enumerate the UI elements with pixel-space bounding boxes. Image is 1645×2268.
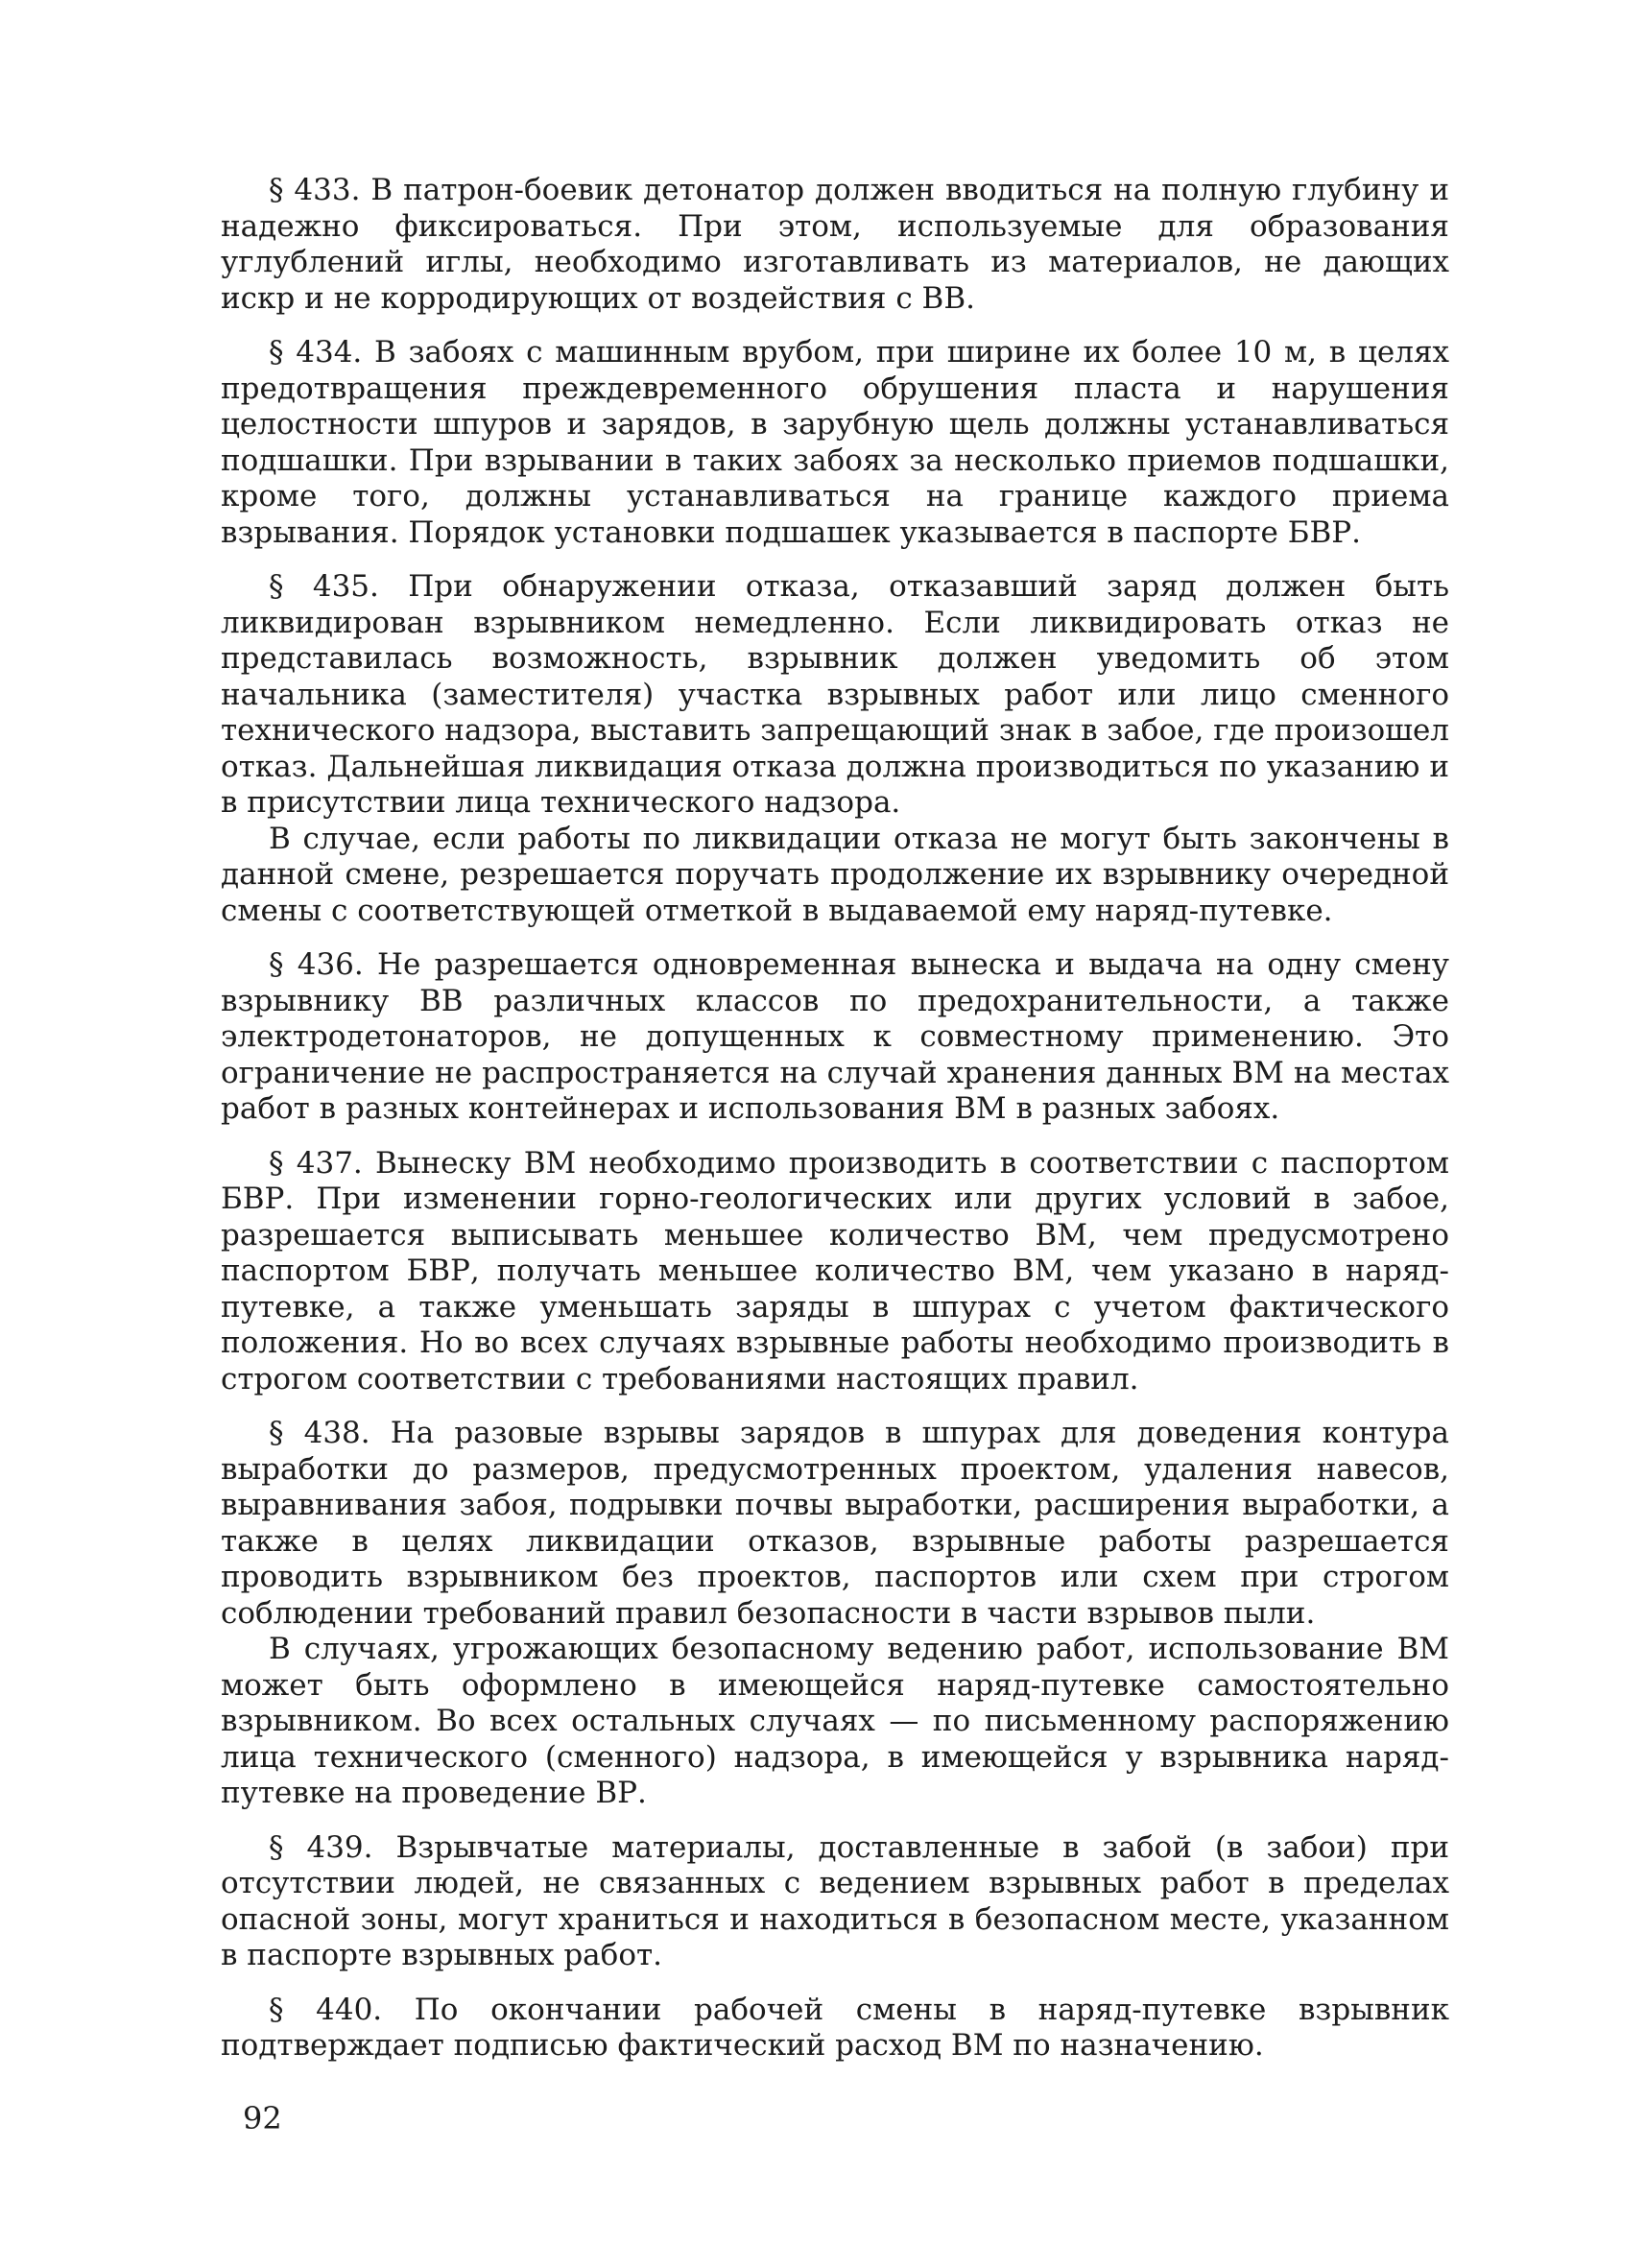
- paragraph-439: § 439. Взрывчатые материалы, доставленные в забой (в забои) при отсутствии людей, не связанных с ведением взрывных работ в пределах опасной зоны, могут храниться и находиться в безопасном месте, указанном в паспорте взрывных работ.: [221, 1829, 1449, 1972]
- paragraph-435-continuation: В случае, если работы по ликвидации отказа не могут быть закончены в данной смене, резрешается поручать продолжение их взрывнику очередной смены с соответствующей отметкой в выдаваемой ему наряд-путевке.: [221, 821, 1449, 928]
- paragraph-440: § 440. По окончании рабочей смены в наряд-путевке взрывник подтверждает подписью фактический расход ВМ по назначению.: [221, 1992, 1449, 2063]
- paragraph-435: § 435. При обнаружении отказа, отказавший заряд должен быть ликвидирован взрывником немедленно. Если ликвидировать отказ не представилась возможность, взрывник должен уведомить об этом начальника (заместителя) участка взрывных работ или лицо сменного технического надзора, выставить запрещающий знак в забое, где произошел отказ. Дальнейшая ликвидация отказа должна производиться по указанию и в присутствии лица технического надзора.: [221, 569, 1449, 820]
- page-number: 92: [243, 2100, 282, 2137]
- paragraph-436: § 436. Не разрешается одновременная вынеска и выдача на одну смену взрывнику ВВ различных классов по предохранительности, а также электродетонаторов, не допущенных к совместному применению. Это ограничение не распространяется на случай хранения данных ВМ на местах работ в разных контейнерах и использования ВМ в разных забоях.: [221, 947, 1449, 1126]
- paragraph-437: § 437. Вынеску ВМ необходимо производить в соответствии с паспортом БВР. При изменении горно-геологических или других условий в забое, разрешается выписывать меньшее количество ВМ, чем предусмотрено паспортом БВР, получать меньшее количество ВМ, чем указано в наряд-путевке, а также уменьшать заряды в шпурах с учетом фактического положения. Но во всех случаях взрывные работы необходимо производить в строгом соответствии с требованиями настоящих правил.: [221, 1145, 1449, 1397]
- document-body: [221, 173, 1449, 2065]
- paragraph-433: § 433. В патрон-боевик детонатор должен вводиться на полную глубину и надежно фиксироваться. При этом, используемые для образования углублений иглы, необходимо изготавливать из материалов, не дающих искр и не корродирующих от воздействия с ВВ.: [221, 173, 1449, 316]
- paragraph-434: § 434. В забоях с машинным врубом, при ширине их более 10 м, в целях предотвращения преждевременного обрушения пласта и нарушения целостности шпуров и зарядов, в зарубную щель должны устанавливаться подшашки. При взрывании в таких забоях за несколько приемов подшашки, кроме того, должны устанавливаться на границе каждого приема взрывания. Порядок установки подшашек указывается в паспорте БВР.: [221, 335, 1449, 550]
- paragraph-438-continuation: В случаях, угрожающих безопасному ведению работ, использование ВМ может быть оформлено в имеющейся наряд-путевке самостоятельно взрывником. Во всех остальных случаях — по письменному распоряжению лица технического (сменного) надзора, в имеющейся у взрывника наряд-путевке на проведение ВР.: [221, 1632, 1449, 1810]
- paragraph-438: § 438. На разовые взрывы зарядов в шпурах для доведения контура выработки до размеров, предусмотренных проектом, удаления навесов, выравнивания забоя, подрывки почвы выработки, расширения выработки, а также в целях ликвидации отказов, взрывные работы разрешается проводить взрывником без проектов, паспортов или схем при строгом соблюдении требований правил безопасности в части взрывов пыли.: [221, 1416, 1449, 1631]
